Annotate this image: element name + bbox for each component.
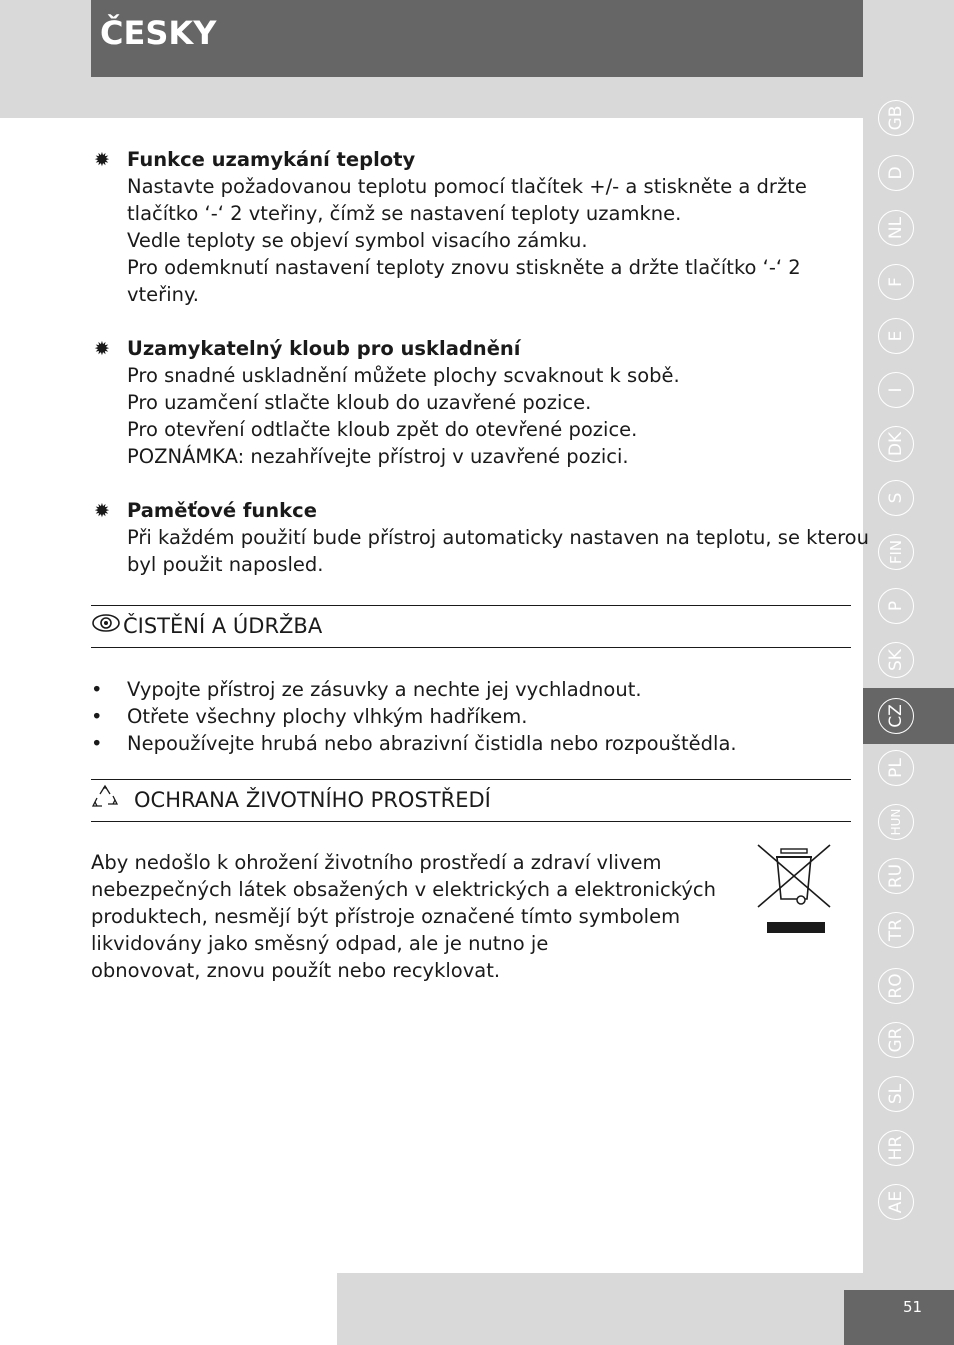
feature-line: byl použit naposled. (127, 553, 324, 576)
environment-heading (91, 779, 851, 822)
cleaning-list (91, 676, 851, 757)
feature-lockable-hinge (91, 335, 851, 470)
language-tab-p[interactable]: P (876, 586, 916, 626)
feature-title: Funkce uzamykání teploty (127, 148, 416, 171)
language-tab-ro[interactable]: RO (876, 966, 916, 1006)
env-line: nebezpečných látek obsažených v elektrických a elektronických (91, 878, 716, 901)
language-tab-cz[interactable]: CZ (876, 696, 916, 736)
language-tab-ru[interactable]: RU (876, 856, 916, 896)
environment-text (91, 849, 731, 984)
feature-title: Uzamykatelný kloub pro uskladnění (127, 337, 521, 360)
language-tab-sk[interactable]: SK (876, 640, 916, 680)
env-line: produktech, nesmějí být přístroje označené tímto symbolem (91, 905, 681, 928)
language-tab-d[interactable]: D (876, 153, 916, 193)
star-burst-icon: ✹ (94, 149, 110, 171)
crossed-out-bin-icon (757, 843, 831, 935)
language-tab-sl[interactable]: SL (876, 1074, 916, 1114)
language-tab-s[interactable]: S (876, 478, 916, 518)
section-title: OCHRANA ŽIVOTNÍHO PROSTŘEDÍ (134, 788, 491, 812)
language-tab-f[interactable]: F (876, 262, 916, 302)
section-title: ČISTĚNÍ A ÚDRŽBA (123, 614, 323, 638)
main-content (91, 146, 869, 984)
cleaning-heading (91, 605, 851, 648)
language-tab-tr[interactable]: TR (876, 910, 916, 950)
feature-line: Pro snadné uskladnění můžete plochy scvaknout k sobě. (127, 364, 680, 387)
env-line: likvidovány jako směsný odpad, ale je nutno je (91, 932, 549, 955)
feature-line: Nastavte požadovanou teplotu pomocí tlačítek +/- a stiskněte a držte (127, 175, 807, 198)
feature-title: Paměťové funkce (127, 499, 317, 522)
feature-temperature-lock (91, 146, 851, 308)
language-tab-pl[interactable]: PL (876, 748, 916, 788)
list-item: • Otřete všechny plochy vlhkým hadříkem. (91, 705, 528, 728)
page-number-box (844, 1290, 954, 1345)
env-line: Aby nedošlo k ohrožení životního prostředí a zdraví vlivem (91, 851, 662, 874)
language-tab-e[interactable]: E (876, 316, 916, 356)
language-tab-gb[interactable]: GB (876, 98, 916, 138)
page-title: ČESKY (100, 14, 217, 52)
feature-line: Pro odemknutí nastavení teploty znovu stiskněte a držte tlačítko ‘-‘ 2 (127, 256, 801, 279)
feature-memory (91, 497, 869, 578)
page-background-bottom (0, 1272, 337, 1345)
star-burst-icon: ✹ (94, 500, 110, 522)
feature-line: Při každém použití bude přístroj automaticky nastaven na teplotu, se kterou (127, 526, 869, 549)
language-tab-hr[interactable]: HR (876, 1128, 916, 1168)
feature-line: POZNÁMKA: nezahřívejte přístroj v uzavřené pozici. (127, 445, 629, 468)
eye-icon (91, 613, 123, 640)
page-number: 51 (903, 1298, 923, 1316)
language-tab-gr[interactable]: GR (876, 1020, 916, 1060)
language-tab-i[interactable]: I (876, 370, 916, 410)
language-tab-fin[interactable]: FIN (876, 532, 916, 572)
feature-line: tlačítko ‘-‘ 2 vteřiny, čímž se nastavení teploty uzamkne. (127, 202, 682, 225)
env-line: obnovovat, znovu použít nebo recyklovat. (91, 959, 501, 982)
language-tab-hun[interactable]: HUN (876, 802, 916, 842)
language-tab-ae[interactable]: AE (876, 1182, 916, 1222)
language-tab-nl[interactable]: NL (876, 208, 916, 248)
feature-line: vteřiny. (127, 283, 199, 306)
header-bar (91, 0, 863, 77)
list-item: • Nepoužívejte hrubá nebo abrazivní čistidla nebo rozpouštědla. (91, 732, 737, 755)
recycle-icon (91, 784, 134, 817)
feature-line: Vedle teploty se objeví symbol visacího zámku. (127, 229, 588, 252)
feature-line: Pro otevření odtlačte kloub zpět do otevřené pozice. (127, 418, 638, 441)
language-tab-dk[interactable]: DK (876, 424, 916, 464)
feature-line: Pro uzamčení stlačte kloub do uzavřené pozice. (127, 391, 592, 414)
list-item: • Vypojte přístroj ze zásuvky a nechte jej vychladnout. (91, 678, 642, 701)
star-burst-icon: ✹ (94, 338, 110, 360)
